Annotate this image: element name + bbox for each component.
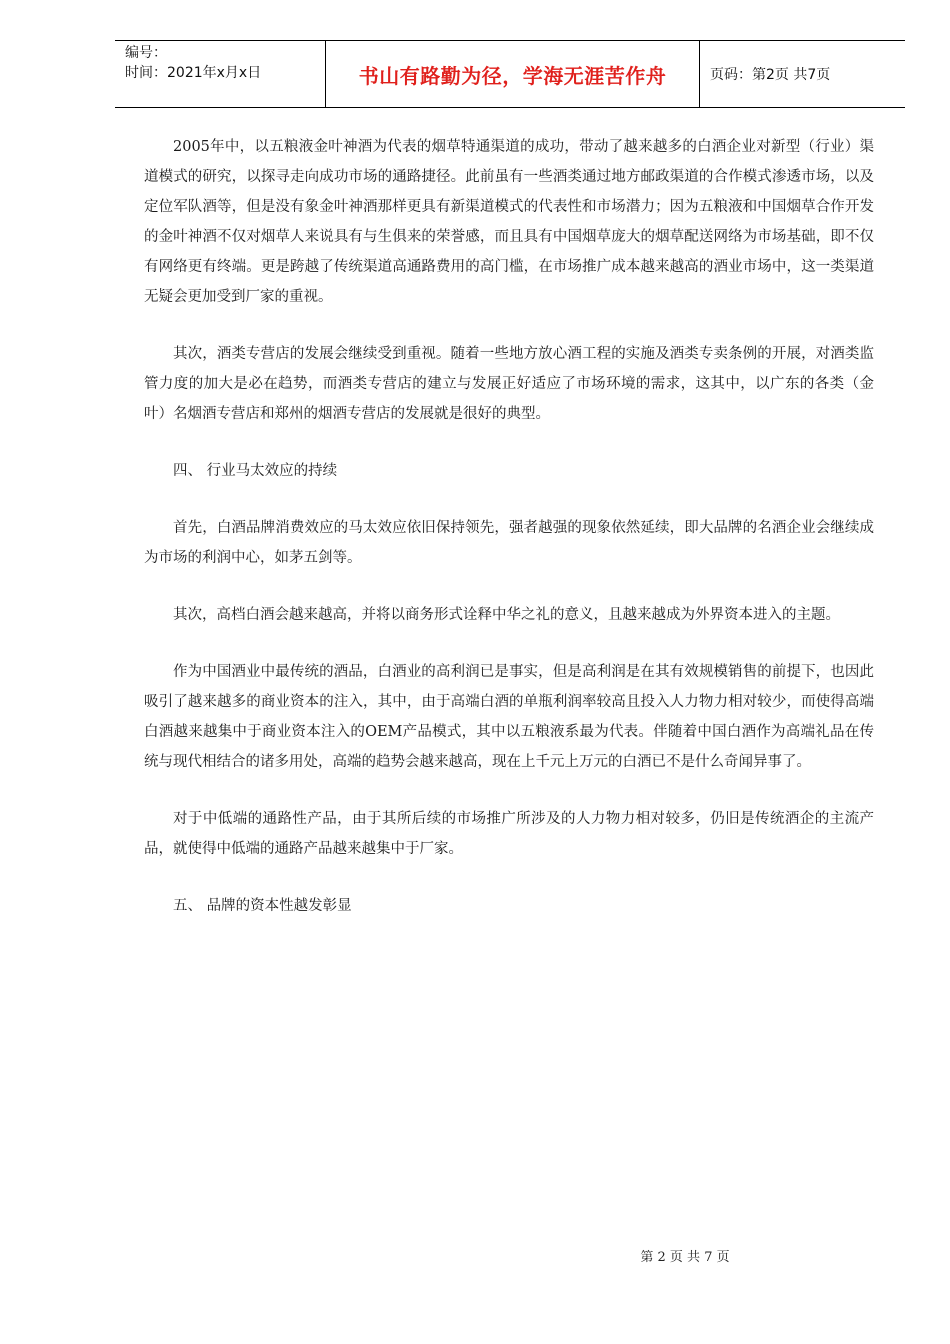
document-number-label: 编号： — [125, 45, 167, 61]
footer-page-number: 第 2 页 共 7 页 — [640, 1250, 730, 1265]
document-body — [144, 132, 874, 948]
page-header — [115, 40, 905, 108]
page-footer — [0, 1246, 950, 1265]
body-paragraph: 其次，酒类专营店的发展会继续受到重视。随着一些地方放心酒工程的实施及酒类专卖条例的开展，对酒类监管力度的加大是必在趋势，而酒类专营店的建立与发展正好适应了市场环境的需求，这其中，以广东的各类（金叶）名烟酒专营店和郑州的烟酒专营店的发展就是很好的典型。 — [144, 346, 874, 422]
body-paragraph: 2005年中，以五粮液金叶神酒为代表的烟草特通渠道的成功，带动了越来越多的白酒企业对新型（行业）渠道模式的研究，以探寻走向成功市场的通路捷径。此前虽有一些酒类通过地方邮政渠道的合作模式渗透市场，以及定位军队酒等，但是没有象金叶神酒那样更具有新渠道模式的代表性和市场潜力；因为五粮液和中国烟草合作开发的金叶神酒不仅对烟草人来说具有与生俱来的荣誉感，而且具有中国烟草庞大的烟草配送网络为市场基础，即不仅有网络更有终端。更是跨越了传统渠道高通路费用的高门槛，在市场推广成本越来越高的酒业市场中，这一类渠道无疑会更加受到厂家的重视。 — [144, 139, 874, 305]
header-meta — [115, 41, 326, 107]
header-motto: 书山有路勤为径，学海无涯苦作舟 — [326, 41, 700, 107]
body-paragraph: 首先，白酒品牌消费效应的马太效应依旧保持领先，强者越强的现象依然延续，即大品牌的名酒企业会继续成为市场的利润中心，如茅五剑等。 — [144, 520, 874, 566]
header-page-info: 页码：第2页 共7页 — [710, 67, 831, 83]
body-paragraph: 对于中低端的通路性产品，由于其所后续的市场推广所涉及的人力物力相对较多，仍旧是传统酒企的主流产品，就使得中低端的通路产品越来越集中于厂家。 — [144, 811, 874, 857]
section-heading: 五、 品牌的资本性越发彰显 — [173, 898, 352, 914]
body-paragraph: 作为中国酒业中最传统的酒品，白酒业的高利润已是事实，但是高利润是在其有效规模销售的前提下，也因此吸引了越来越多的商业资本的注入，其中，由于高端白酒的单瓶利润率较高且投入人力物力相对较少，而使得高端白酒越来越集中于商业资本注入的OEM产品模式，其中以五粮液系最为代表。伴随着中国白酒作为高端礼品在传统与现代相结合的诸多用处，高端的趋势会越来越高，现在上千元上万元的白酒已不是什么奇闻异事了。 — [144, 664, 874, 770]
section-heading: 四、 行业马太效应的持续 — [173, 463, 338, 479]
document-time-label: 时间：2021年x月x日 — [125, 65, 262, 81]
body-paragraph: 其次，高档白酒会越来越高，并将以商务形式诠释中华之礼的意义，且越来越成为外界资本进入的主题。 — [173, 607, 840, 623]
